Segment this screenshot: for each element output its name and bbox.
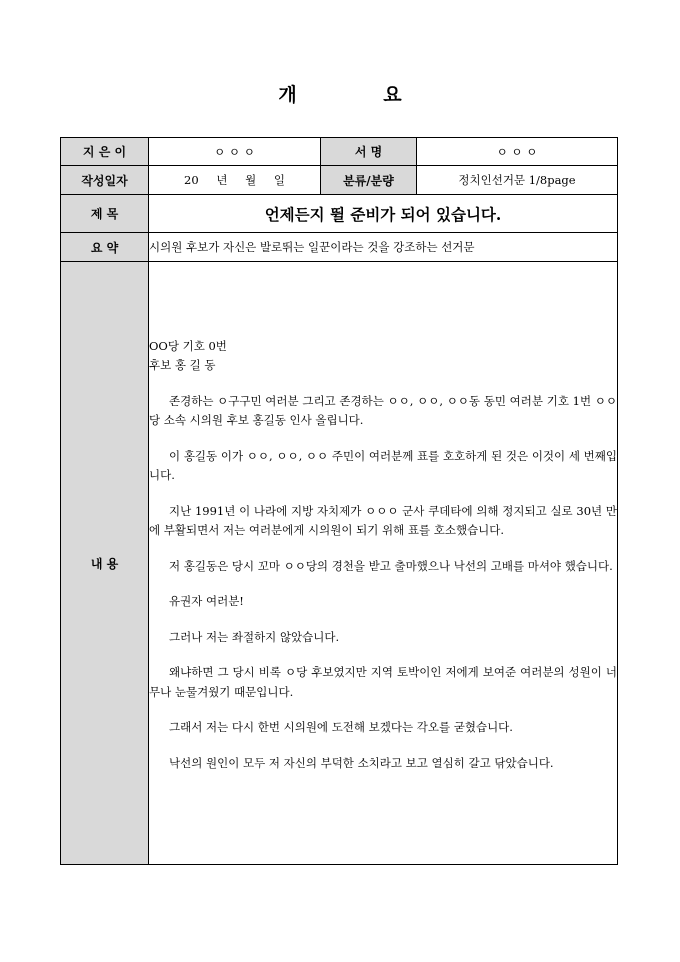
party-number-line: OO당 기호 0번 <box>149 338 227 353</box>
summary-value: 시의원 후보가 자신은 발로뛰는 일꾼이라는 것을 강조하는 선거문 <box>149 233 618 262</box>
content-body <box>149 262 618 865</box>
signature-label: 서 명 <box>321 138 417 166</box>
paragraph: 존경하는 ㅇ구구민 여러분 그리고 존경하는 ㅇㅇ, ㅇㅇ, ㅇㅇ동 동민 여러분 기호 1번 ㅇㅇ당 소속 시의원 후보 홍길동 인사 올립니다. <box>149 393 617 428</box>
title-row <box>61 195 618 233</box>
date-label: 작성일자 <box>61 166 149 195</box>
signature-value: ㅇ ㅇ ㅇ <box>417 138 618 166</box>
author-value: ㅇ ㅇ ㅇ <box>149 138 321 166</box>
paragraph: 이 홍길동 이가 ㅇㅇ, ㅇㅇ, ㅇㅇ 주민이 여러분께 표를 호호하게 된 것은 이것이 세 번째입니다. <box>149 448 617 483</box>
document-heading: 개 요 <box>278 84 442 106</box>
title-label: 제 목 <box>61 195 149 233</box>
date-value: 20 년 월 일 <box>149 166 321 195</box>
category-value: 정치인선거문 1/8page <box>417 166 618 195</box>
paragraph: 저 홍길동은 당시 꼬마 ㅇㅇ당의 경천을 받고 출마했으나 낙선의 고배를 마셔야 했습니다. <box>169 558 613 573</box>
content-row <box>61 262 618 865</box>
date-row <box>61 166 618 195</box>
paragraph: 왜냐하면 그 당시 비록 ㅇ당 후보였지만 지역 토박이인 저에게 보여준 여러분의 성원이 너무나 눈물겨웠기 때문입니다. <box>149 665 617 699</box>
category-label: 분류/분량 <box>321 166 417 195</box>
content-label: 내 용 <box>61 262 149 865</box>
candidate-header <box>149 337 617 376</box>
paragraph: 그러나 저는 좌절하지 않았습니다. <box>169 629 340 644</box>
author-label: 지 은 이 <box>61 138 149 166</box>
paragraph: 그래서 저는 다시 한번 시의원에 도전해 보겠다는 각오를 굳혔습니다. <box>169 720 513 735</box>
summary-label: 요 약 <box>61 233 149 262</box>
overview-table <box>60 137 618 865</box>
summary-row <box>61 233 618 262</box>
title-value: 언제든지 뛸 준비가 되어 있습니다. <box>149 195 618 233</box>
author-row <box>61 138 618 166</box>
paragraph: 지난 1991년 이 나라에 지방 자치제가 ㅇㅇㅇ 군사 쿠데타에 의해 정지되고 실로 30년 만에 부활되면서 저는 여러분에게 시의원이 되기 위해 표를 호소했습니다. <box>149 503 617 538</box>
candidate-name-line: 후보 홍 길 동 <box>149 358 216 373</box>
paragraph: 유권자 여러분! <box>169 594 244 609</box>
paragraph: 낙선의 원인이 모두 저 자신의 부덕한 소치라고 보고 열심히 갈고 닦았습니다. <box>169 755 554 770</box>
